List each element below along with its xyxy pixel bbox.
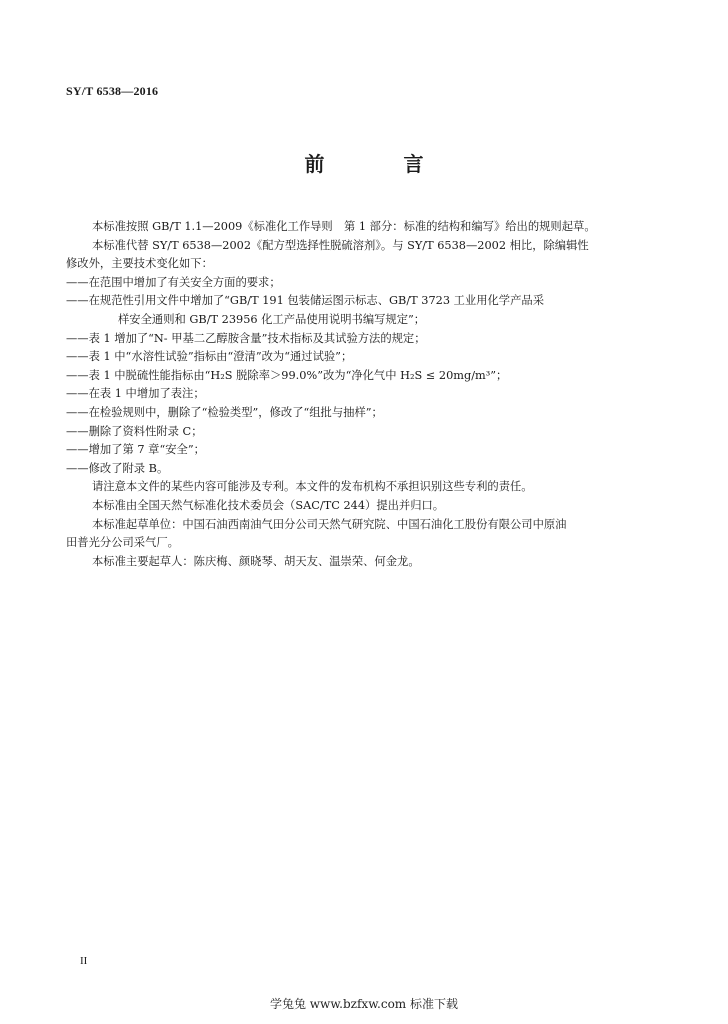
paragraph: 本标准由全国天然气标准化技术委员会（SAC/TC 244）提出并归口。 bbox=[92, 498, 445, 512]
paragraph-continuation: 修改外，主要技术变化如下： bbox=[66, 257, 213, 271]
change-item: ——修改了附录 B。 bbox=[66, 461, 169, 475]
page-number: II bbox=[80, 955, 88, 967]
footer-watermark[interactable]: 学兔兔 www.bzfxw.com 标准下载 bbox=[269, 997, 459, 1011]
paragraph-continuation: 田普光分公司采气厂。 bbox=[66, 536, 179, 550]
standard-code: SY/T 6538—2016 bbox=[66, 84, 159, 98]
change-item: ——表 1 中脱硫性能指标由“H₂S 脱除率＞99.0%”改为“净化气中 H₂S ≤ 20mg/m³”； bbox=[66, 368, 508, 382]
paragraph: 本标准起草单位：中国石油西南油气田分公司天然气研究院、中国石油化工股份有限公司中原油 bbox=[92, 517, 567, 531]
change-item: ——增加了第 7 章“安全”； bbox=[66, 443, 205, 457]
paragraph: 本标准按照 GB/T 1.1—2009《标准化工作导则 第 1 部分：标准的结构和编写》给出的规则起草。 bbox=[92, 220, 596, 233]
change-item: ——在检验规则中，删除了“检验类型”，修改了“组批与抽样”； bbox=[66, 405, 383, 419]
change-item: ——在表 1 中增加了表注； bbox=[66, 387, 205, 401]
page-title: 前 言 bbox=[304, 152, 460, 176]
paragraph: 本标准主要起草人：陈庆梅、颜晓琴、胡天友、温崇荣、何金龙。 bbox=[92, 554, 420, 568]
paragraph: 请注意本文件的某些内容可能涉及专利。本文件的发布机构不承担识别这些专利的责任。 bbox=[92, 480, 533, 494]
change-item: ——表 1 中“水溶性试验”指标由“澄清”改为“通过试验”； bbox=[66, 350, 353, 364]
paragraph: 本标准代替 SY/T 6538—2002《配方型选择性脱硫溶剂》。与 SY/T 6538—2002 相比，除编辑性 bbox=[92, 238, 589, 252]
document-body bbox=[66, 218, 652, 571]
change-item: ——在范围中增加了有关安全方面的要求； bbox=[66, 275, 281, 289]
change-item: ——表 1 增加了“N- 甲基二乙醇胺含量”技术指标及其试验方法的规定； bbox=[66, 331, 426, 345]
change-item: ——在规范性引用文件中增加了“GB/T 191 包装储运图示标志、GB/T 3723 工业用化学产品采 bbox=[66, 294, 544, 308]
change-item: ——删除了资料性附录 C； bbox=[66, 424, 203, 438]
change-item-continuation: 样安全通则和 GB/T 23956 化工产品使用说明书编写规定”； bbox=[118, 312, 426, 326]
